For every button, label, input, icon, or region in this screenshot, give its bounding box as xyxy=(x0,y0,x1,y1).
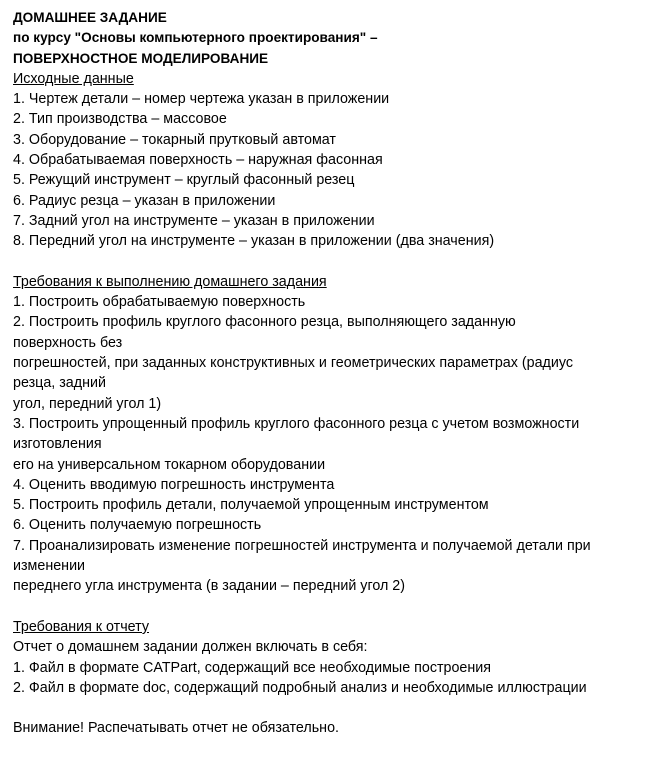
requirements-line: погрешностей, при заданных конструктивных и геометрических параметрах (радиус xyxy=(13,355,573,372)
report-heading: Требования к отчету xyxy=(13,618,149,635)
source-data-item: 6. Радиус резца – указан в приложении xyxy=(13,192,276,209)
requirements-line: изменении xyxy=(13,558,86,575)
source-data-item: 5. Режущий инструмент – круглый фасонный резец xyxy=(13,172,355,189)
requirements-line: изготовления xyxy=(13,436,102,453)
source-data-heading: Исходные данные xyxy=(13,70,134,87)
report-intro: Отчет о домашнем задании должен включать в себя: xyxy=(13,639,368,656)
requirements-line: поверхность без xyxy=(13,334,123,351)
source-data-item: 7. Задний угол на инструменте – указан в приложении xyxy=(13,212,375,229)
report-item: 2. Файл в формате doc, содержащий подробный анализ и необходимые иллюстрации xyxy=(13,679,587,696)
note-text: Внимание! Распечатывать отчет не обязательно. xyxy=(13,720,339,737)
report-item: 1. Файл в формате CATPart, содержащий все необходимые построения xyxy=(13,659,492,676)
spacer xyxy=(13,252,665,272)
source-data-item: 4. Обрабатываемая поверхность – наружная фасонная xyxy=(13,152,383,169)
document-title xyxy=(13,8,665,69)
title-line-3: ПОВЕРХНОСТНОЕ МОДЕЛИРОВАНИЕ xyxy=(13,50,269,66)
requirements-line: 4. Оценить вводимую погрешность инструмента xyxy=(13,476,335,493)
requirements-line: 5. Построить профиль детали, получаемой упрощенным инструментом xyxy=(13,497,489,514)
requirements-line: 2. Построить профиль круглого фасонного резца, выполняющего заданную xyxy=(13,314,516,331)
spacer xyxy=(13,698,665,718)
requirements-line: 3. Построить упрощенный профиль круглого фасонного резца с учетом возможности xyxy=(13,415,580,432)
source-data-item: 8. Передний угол на инструменте – указан в приложении (два значения) xyxy=(13,233,495,250)
title-line-2: по курсу "Основы компьютерного проектирования" – xyxy=(13,30,378,46)
requirements-line: его на универсальном токарном оборудовании xyxy=(13,456,326,473)
requirements-line: резца, задний xyxy=(13,375,106,392)
source-data-item: 2. Тип производства – массовое xyxy=(13,111,227,128)
requirements-section xyxy=(13,272,665,597)
requirements-line: 1. Построить обрабатываемую поверхность xyxy=(13,294,306,311)
source-data-item: 3. Оборудование – токарный прутковый автомат xyxy=(13,131,336,148)
requirements-line: 7. Проанализировать изменение погрешностей инструмента и получаемой детали при xyxy=(13,537,591,554)
report-section xyxy=(13,617,665,698)
requirements-line: 6. Оценить получаемую погрешность xyxy=(13,517,262,534)
requirements-line: угол, передний угол 1) xyxy=(13,395,162,412)
requirements-line: переднего угла инструмента (в задании – передний угол 2) xyxy=(13,578,406,595)
source-data-item: 1. Чертеж детали – номер чертежа указан в приложении xyxy=(13,91,390,108)
title-line-1: ДОМАШНЕЕ ЗАДАНИЕ xyxy=(13,10,167,25)
requirements-heading: Требования к выполнению домашнего задания xyxy=(13,273,327,290)
source-data-section xyxy=(13,69,665,252)
spacer xyxy=(13,597,665,617)
